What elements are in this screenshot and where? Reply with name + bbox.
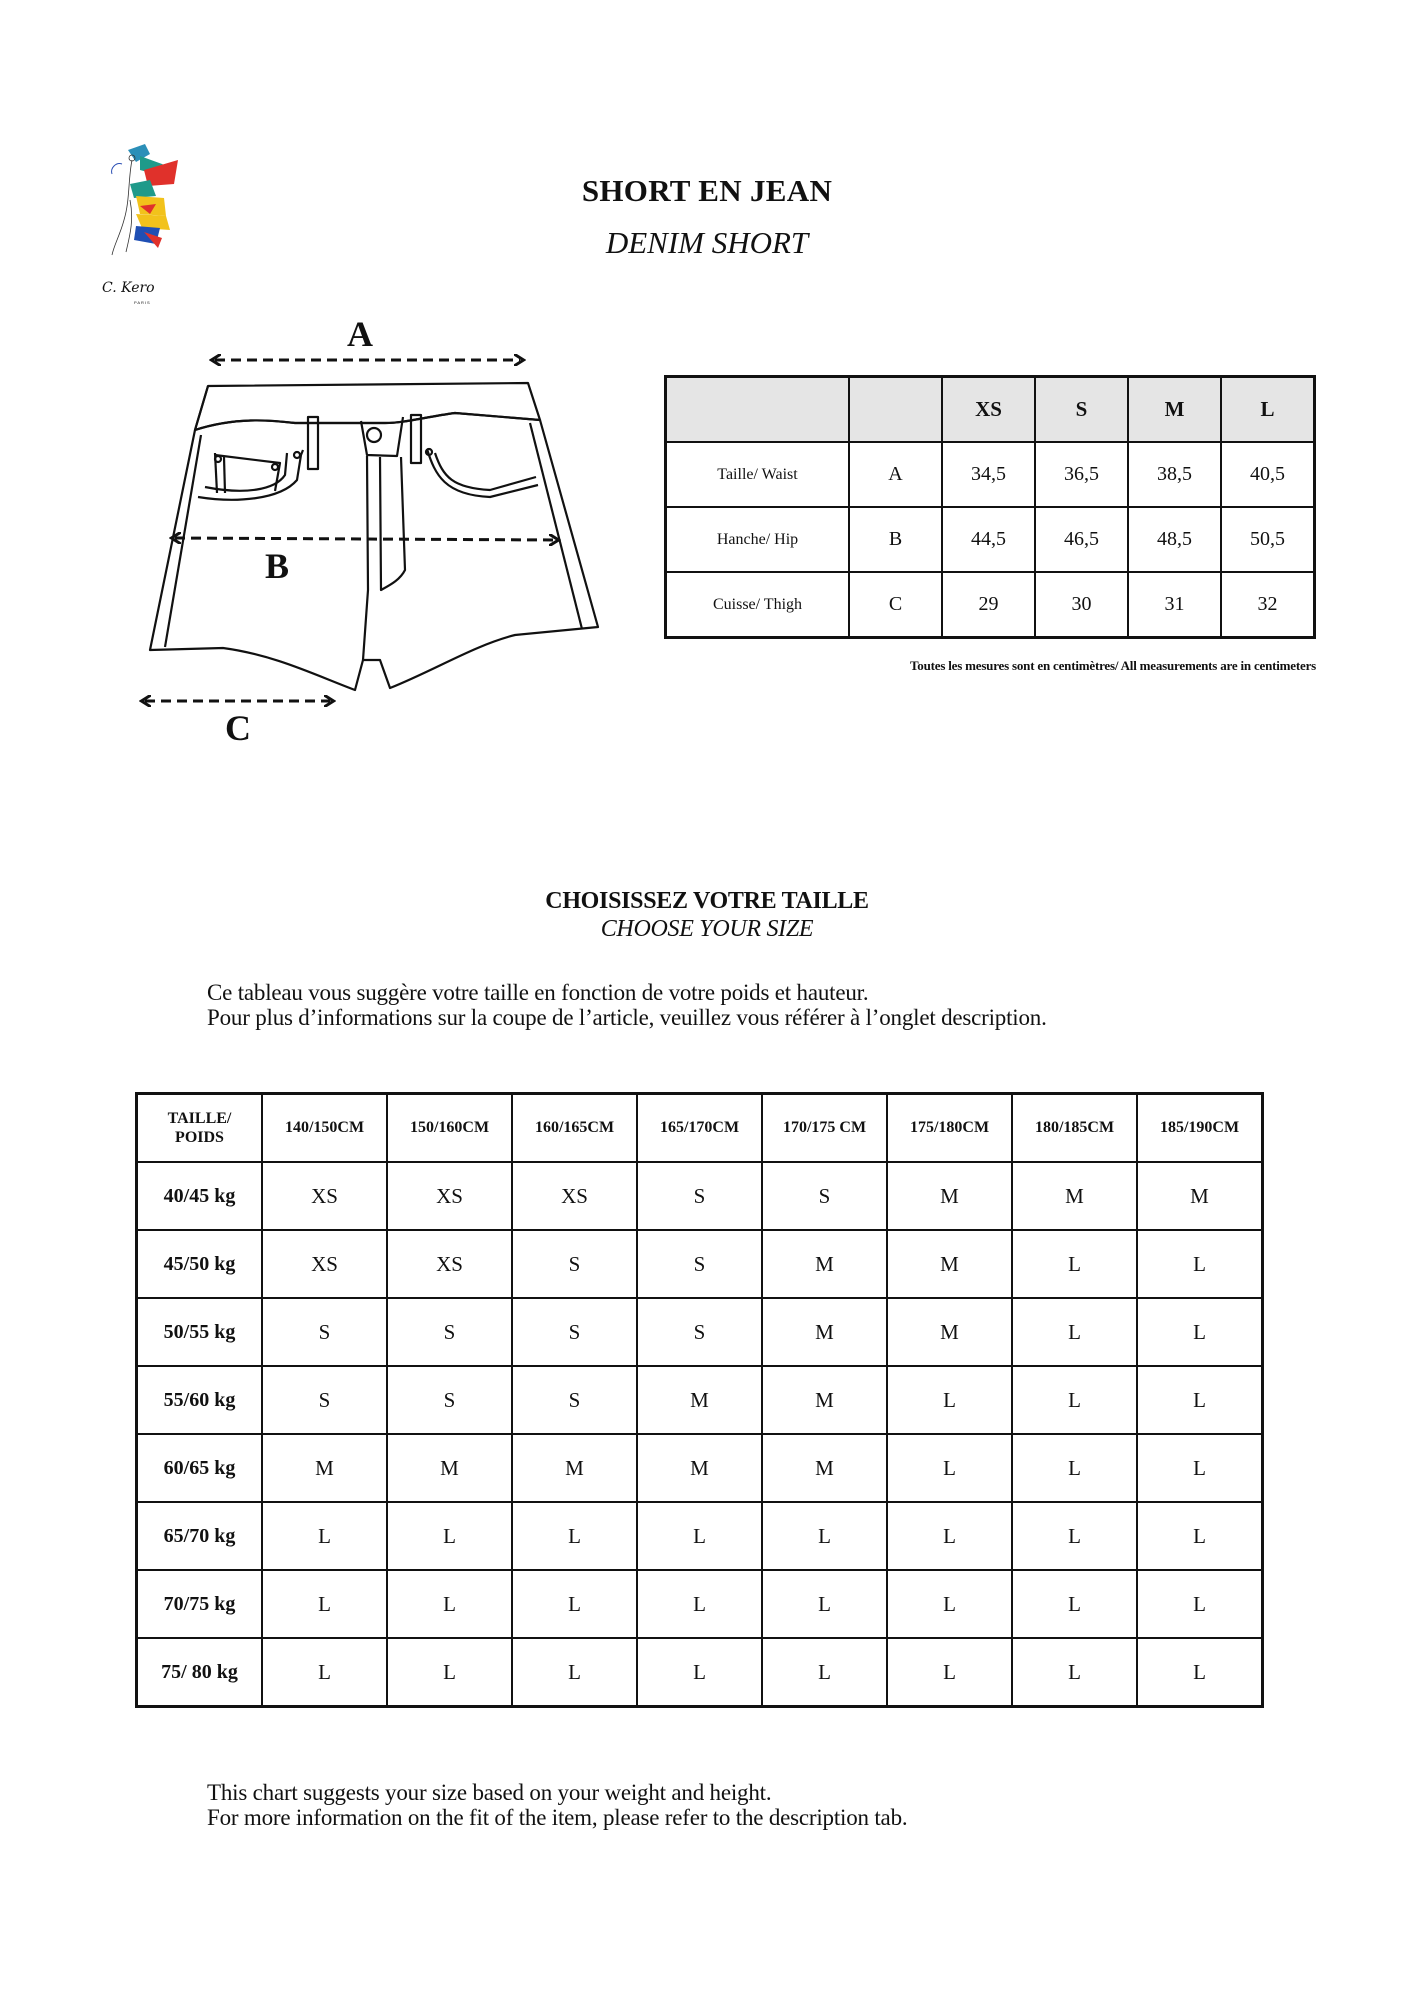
size-cell: M xyxy=(637,1366,762,1434)
table-row xyxy=(137,1570,1263,1638)
size-cell: S xyxy=(512,1366,637,1434)
size-cell: L xyxy=(1137,1366,1263,1434)
size-cell: L xyxy=(512,1570,637,1638)
size-cell: XS xyxy=(512,1162,637,1230)
weight-label: 50/55 kg xyxy=(137,1298,263,1366)
table-row xyxy=(137,1230,1263,1298)
height-header: 165/170CM xyxy=(637,1094,762,1163)
size-recommendation-table xyxy=(135,1092,1264,1708)
product-title-en: DENIM SHORT xyxy=(605,225,809,260)
size-cell: L xyxy=(1012,1298,1137,1366)
size-cell: L xyxy=(387,1502,512,1570)
size-cell: L xyxy=(1137,1570,1263,1638)
size-cell: M xyxy=(762,1230,887,1298)
height-header: 175/180CM xyxy=(887,1094,1012,1163)
size-cell: L xyxy=(1012,1502,1137,1570)
size-cell: M xyxy=(887,1230,1012,1298)
value-cell: 44,5 xyxy=(942,507,1035,572)
intro-line: Ce tableau vous suggère votre taille en fonction de votre poids et hauteur. xyxy=(207,980,869,1005)
weight-label: 70/75 kg xyxy=(137,1570,263,1638)
row-label: Hanche/ Hip xyxy=(666,507,850,572)
row-label: Taille/ Waist xyxy=(666,442,850,507)
size-cell: L xyxy=(637,1570,762,1638)
denim-shorts-icon xyxy=(135,305,615,755)
size-cell: L xyxy=(512,1638,637,1707)
value-cell: 34,5 xyxy=(942,442,1035,507)
size-cell: S xyxy=(387,1298,512,1366)
measurement-table-header xyxy=(666,377,1315,443)
size-cell: S xyxy=(262,1298,387,1366)
measurement-row-hip xyxy=(666,507,1315,572)
corner-label-line: POIDS xyxy=(175,1129,224,1146)
intro-line: Pour plus d’informations sur la coupe de l’article, veuillez vous référer à l’onglet description. xyxy=(207,1005,1047,1030)
size-cell: L xyxy=(262,1638,387,1707)
table-row xyxy=(137,1434,1263,1502)
size-cell: M xyxy=(1012,1162,1137,1230)
size-cell: L xyxy=(1137,1298,1263,1366)
size-cell: L xyxy=(512,1502,637,1570)
corner-label-line: TAILLE/ xyxy=(167,1110,232,1127)
size-cell: L xyxy=(887,1366,1012,1434)
brand-logo-text: C. Kero xyxy=(102,280,155,296)
size-cell: L xyxy=(1137,1434,1263,1502)
height-header: 180/185CM xyxy=(1012,1094,1137,1163)
dimension-label-b: B xyxy=(265,546,290,586)
size-cell: L xyxy=(887,1570,1012,1638)
value-cell: 46,5 xyxy=(1035,507,1128,572)
size-cell: L xyxy=(1137,1502,1263,1570)
value-cell: 32 xyxy=(1221,572,1315,638)
size-cell: M xyxy=(887,1298,1012,1366)
size-guide-intro-fr xyxy=(207,980,1047,1030)
value-cell: 31 xyxy=(1128,572,1221,638)
weight-label: 65/70 kg xyxy=(137,1502,263,1570)
shorts-measurement-diagram xyxy=(135,305,615,755)
size-cell: L xyxy=(887,1502,1012,1570)
weight-label: 60/65 kg xyxy=(137,1434,263,1502)
header-cell xyxy=(849,377,942,443)
row-label: Cuisse/ Thigh xyxy=(666,572,850,638)
size-cell: M xyxy=(637,1434,762,1502)
size-cell: L xyxy=(762,1502,887,1570)
size-cell: XS xyxy=(262,1230,387,1298)
row-code: A xyxy=(849,442,942,507)
outro-line: This chart suggests your size based on your weight and height. xyxy=(207,1780,772,1805)
corner-cell xyxy=(137,1094,263,1163)
size-cell: S xyxy=(762,1162,887,1230)
size-cell: L xyxy=(387,1638,512,1707)
size-cell: M xyxy=(387,1434,512,1502)
measurement-table xyxy=(664,375,1316,639)
weight-label: 75/ 80 kg xyxy=(137,1638,263,1707)
size-cell: L xyxy=(887,1638,1012,1707)
size-cell: M xyxy=(887,1162,1012,1230)
size-cell: XS xyxy=(262,1162,387,1230)
size-cell: S xyxy=(637,1230,762,1298)
table-row xyxy=(137,1298,1263,1366)
dimension-label-c: C xyxy=(225,708,251,748)
size-cell: L xyxy=(887,1434,1012,1502)
dimension-label-a: A xyxy=(347,314,373,354)
value-cell: 40,5 xyxy=(1221,442,1315,507)
size-cell: M xyxy=(512,1434,637,1502)
table-row xyxy=(137,1638,1263,1707)
size-cell: S xyxy=(512,1230,637,1298)
weight-label: 45/50 kg xyxy=(137,1230,263,1298)
size-cell: S xyxy=(637,1298,762,1366)
size-cell: XS xyxy=(387,1162,512,1230)
table-row xyxy=(137,1502,1263,1570)
size-cell: L xyxy=(1012,1366,1137,1434)
size-cell: M xyxy=(262,1434,387,1502)
product-title-fr: SHORT EN JEAN xyxy=(581,173,833,208)
size-cell: L xyxy=(1012,1434,1137,1502)
outro-line: For more information on the fit of the item, please refer to the description tab. xyxy=(207,1805,908,1830)
height-header: 160/165CM xyxy=(512,1094,637,1163)
measurement-row-thigh xyxy=(666,572,1315,638)
row-code: B xyxy=(849,507,942,572)
size-cell: L xyxy=(387,1570,512,1638)
size-cell: S xyxy=(637,1162,762,1230)
height-header: 150/160CM xyxy=(387,1094,512,1163)
size-cell: S xyxy=(262,1366,387,1434)
size-cell: L xyxy=(1012,1638,1137,1707)
header-cell-m: M xyxy=(1128,377,1221,443)
size-cell: S xyxy=(387,1366,512,1434)
height-header: 185/190CM xyxy=(1137,1094,1263,1163)
size-cell: L xyxy=(637,1502,762,1570)
size-guide-outro-en xyxy=(207,1780,907,1830)
size-cell: M xyxy=(762,1434,887,1502)
value-cell: 50,5 xyxy=(1221,507,1315,572)
measurement-row-waist xyxy=(666,442,1315,507)
brand-logo-subtext: PARIS xyxy=(134,300,151,305)
size-cell: L xyxy=(762,1570,887,1638)
size-cell: L xyxy=(262,1502,387,1570)
size-cell: L xyxy=(1137,1638,1263,1707)
size-cell: L xyxy=(262,1570,387,1638)
size-cell: L xyxy=(1137,1230,1263,1298)
weight-label: 55/60 kg xyxy=(137,1366,263,1434)
value-cell: 30 xyxy=(1035,572,1128,638)
size-cell: L xyxy=(1012,1570,1137,1638)
value-cell: 36,5 xyxy=(1035,442,1128,507)
size-cell: M xyxy=(762,1298,887,1366)
size-cell: L xyxy=(637,1638,762,1707)
value-cell: 38,5 xyxy=(1128,442,1221,507)
size-cell: L xyxy=(762,1638,887,1707)
size-guide-title-fr: CHOISISSEZ VOTRE TAILLE xyxy=(545,888,869,914)
measurement-units-note: Toutes les mesures sont en centimètres/ All measurements are in centimeters xyxy=(910,658,1316,673)
header-cell-xs: XS xyxy=(942,377,1035,443)
header-cell-l: L xyxy=(1221,377,1315,443)
header-cell-s: S xyxy=(1035,377,1128,443)
height-header: 140/150CM xyxy=(262,1094,387,1163)
value-cell: 29 xyxy=(942,572,1035,638)
size-cell: M xyxy=(1137,1162,1263,1230)
size-cell: M xyxy=(762,1366,887,1434)
size-table-header xyxy=(137,1094,1263,1163)
value-cell: 48,5 xyxy=(1128,507,1221,572)
size-cell: XS xyxy=(387,1230,512,1298)
table-row xyxy=(137,1366,1263,1434)
row-code: C xyxy=(849,572,942,638)
weight-label: 40/45 kg xyxy=(137,1162,263,1230)
table-row xyxy=(137,1162,1263,1230)
height-header: 170/175 CM xyxy=(762,1094,887,1163)
size-guide-title-en: CHOOSE YOUR SIZE xyxy=(600,916,814,942)
size-cell: L xyxy=(1012,1230,1137,1298)
size-cell: S xyxy=(512,1298,637,1366)
header-cell xyxy=(666,377,850,443)
